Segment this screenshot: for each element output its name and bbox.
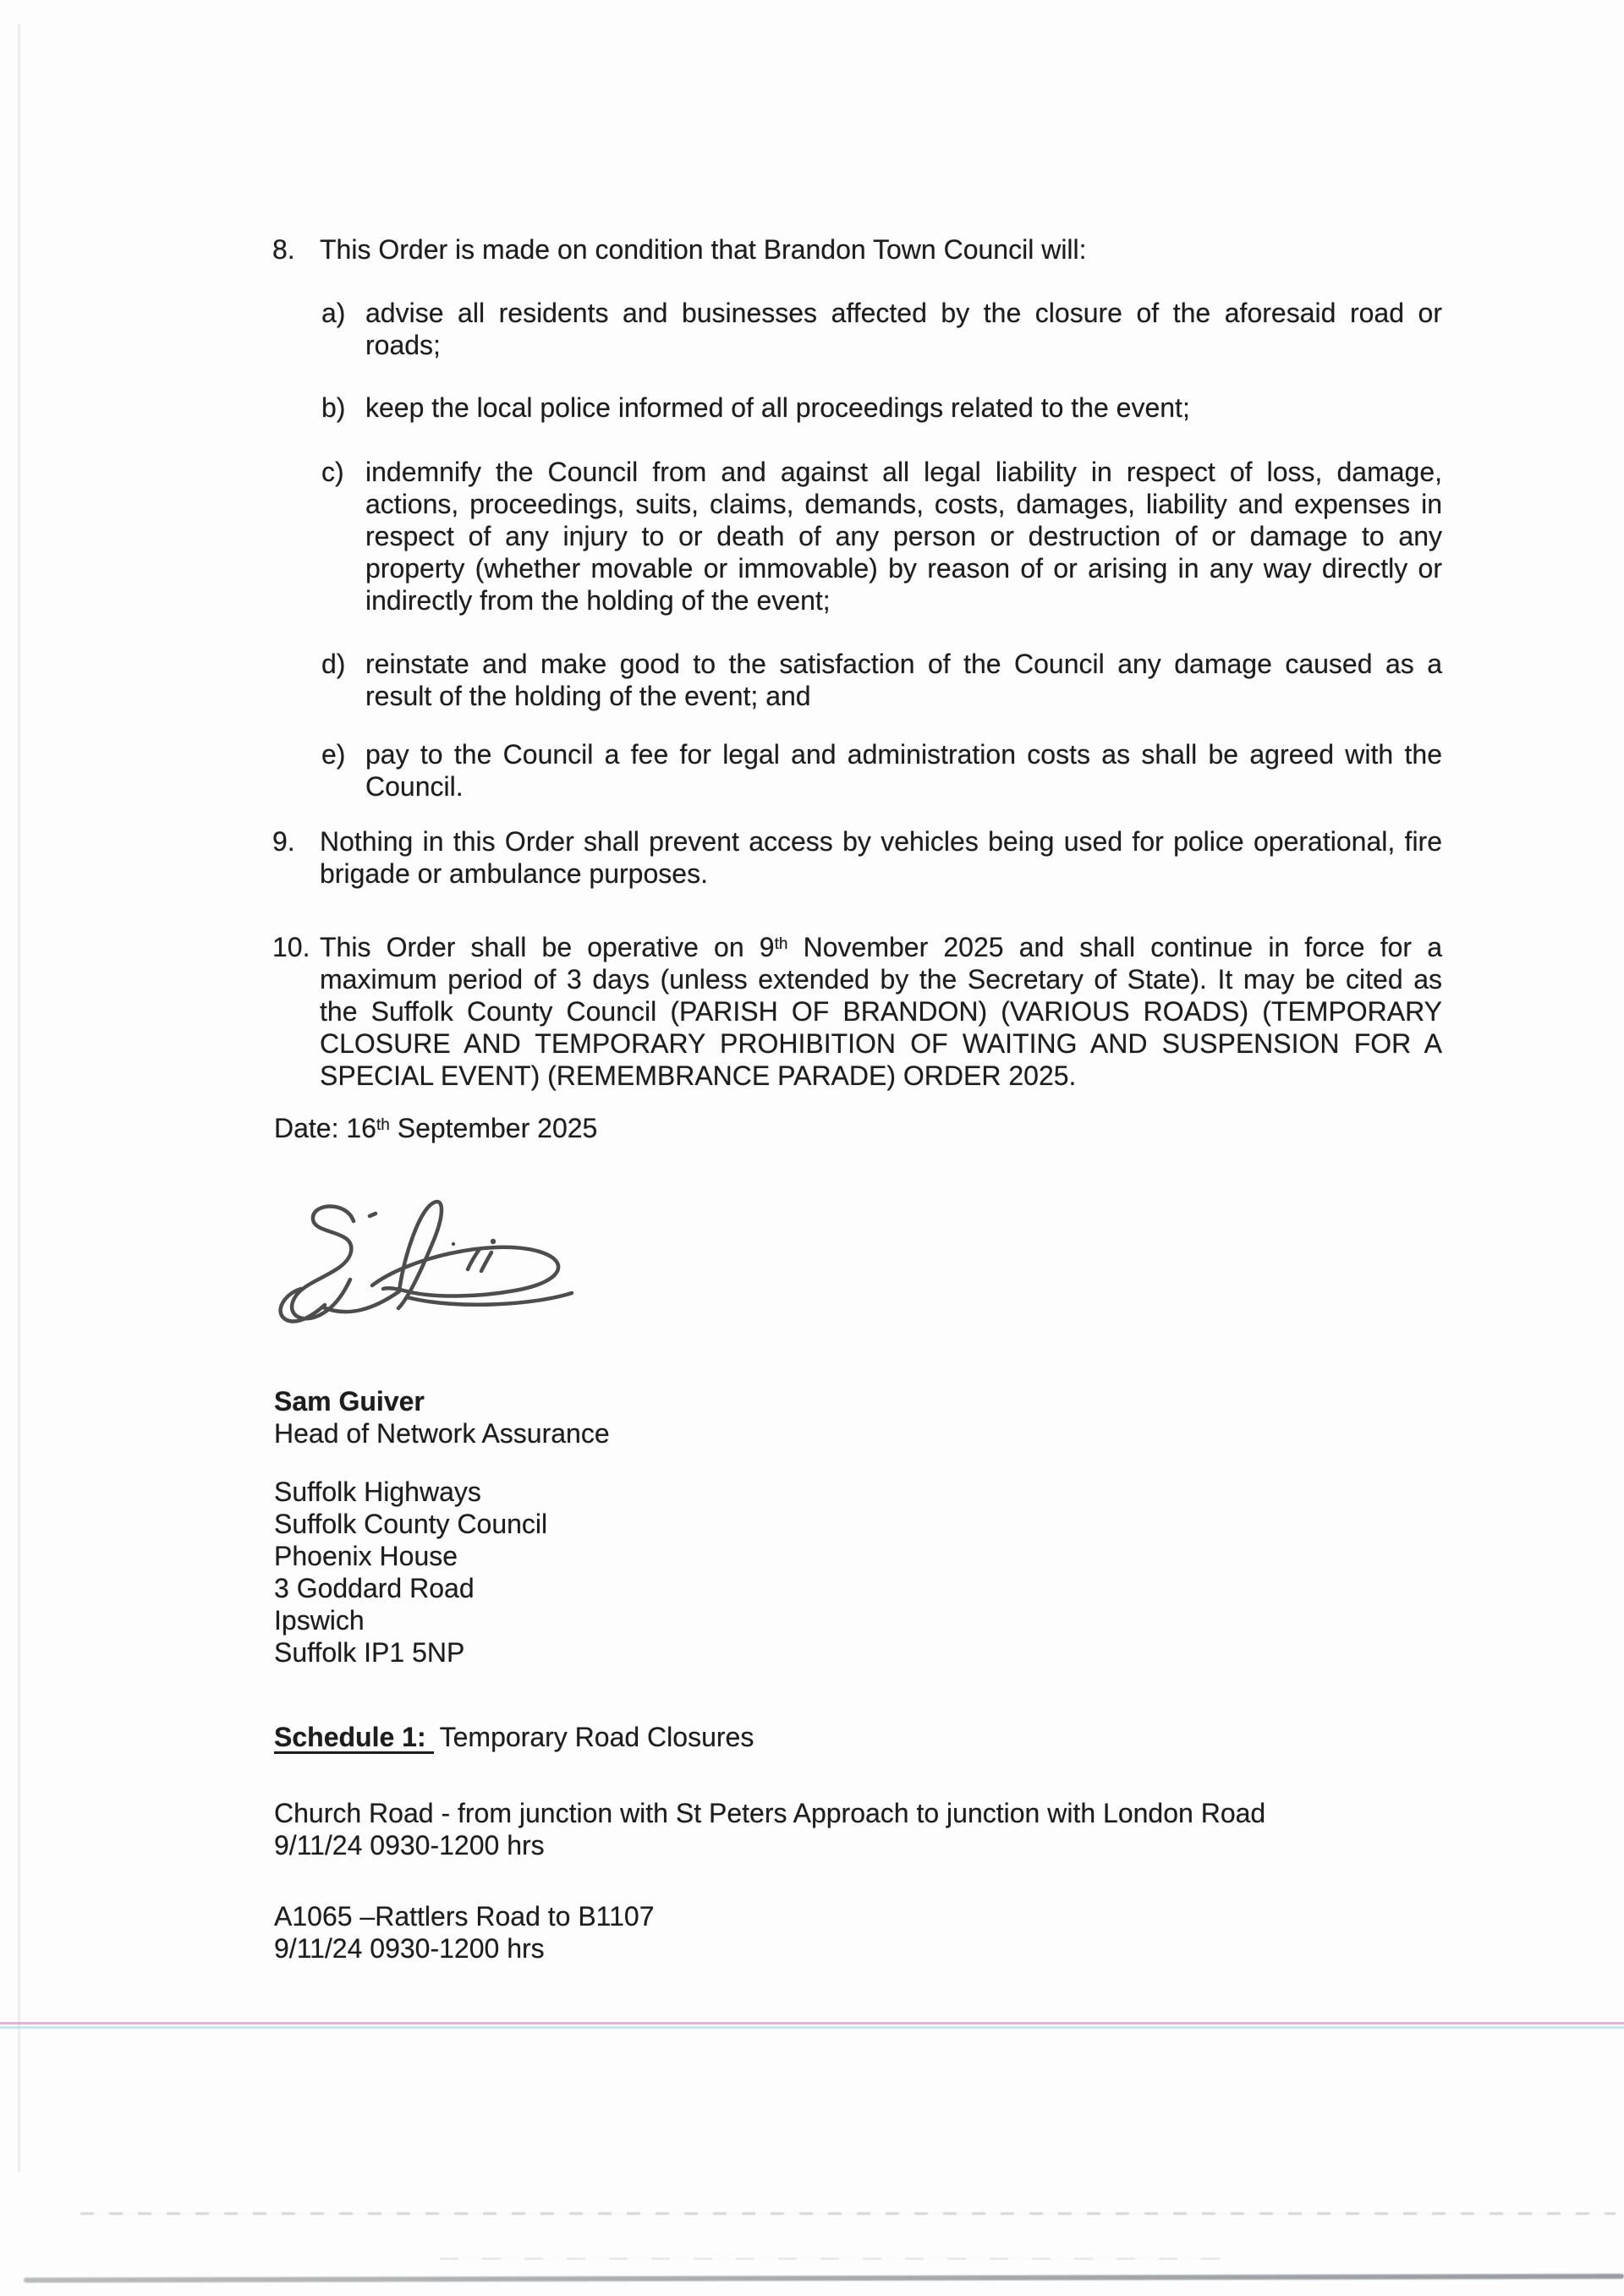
document-text-line: Council. <box>365 771 464 802</box>
scan-artifact-page-edge-shadow <box>24 2274 1624 2283</box>
clause-8e <box>321 738 1442 803</box>
scan-artifact-pink-line <box>0 2022 1624 2025</box>
clause-8a <box>321 297 1442 361</box>
document-text-line: CLOSURE AND TEMPORARY PROHIBITION OF WAITING AND SUSPENSION FOR A <box>320 1028 1442 1059</box>
clause-8c <box>321 456 1442 616</box>
document-text-line: Ipswich <box>274 1605 365 1636</box>
schedule-entry-a1065 <box>274 1900 1458 1964</box>
clause-8c-letter: c) <box>321 457 344 487</box>
clause-10 <box>272 931 1442 1092</box>
document-text-line: indemnify the Council from and against all legal liability in respect of loss, damage, <box>365 457 1442 487</box>
scan-artifact-vertical-line <box>18 24 20 2172</box>
signatory-name: Sam Guiver <box>274 1386 425 1417</box>
clause-8b <box>321 392 1442 424</box>
document-text-line: 3 Goddard Road <box>274 1573 475 1603</box>
document-text-line: Suffolk IP1 5NP <box>274 1637 465 1668</box>
document-text-line: 9/11/24 0930-1200 hrs <box>274 1933 545 1964</box>
clause-8 <box>272 233 1442 266</box>
document-text-line: reinstate and make good to the satisfaction of the Council any damage caused as a <box>365 649 1442 679</box>
schedule-heading <box>274 1721 754 1753</box>
clause-9-number: 9. <box>272 826 295 857</box>
document-text-line: the Suffolk County Council (PARISH OF BRANDON) (VARIOUS ROADS) (TEMPORARY <box>320 996 1442 1027</box>
schedule-heading-rest: Temporary Road Closures <box>439 1722 754 1752</box>
document-text-line: brigade or ambulance purposes. <box>320 858 708 889</box>
clause-8d <box>321 648 1442 712</box>
document-text-line: maximum period of 3 days (unless extended by the Secretary of State). It may be cited as <box>320 964 1442 995</box>
document-text-line: A1065 –Rattlers Road to B1107 <box>274 1901 655 1932</box>
document-text-line: Church Road - from junction with St Peters Approach to junction with London Road <box>274 1798 1266 1828</box>
scan-artifact-smudge-line <box>80 2212 1616 2215</box>
document-text-line: result of the holding of the event; and <box>365 681 811 711</box>
schedule-heading-bold: Schedule 1: <box>274 1721 434 1754</box>
document-text-line: Nothing in this Order shall prevent access by vehicles being used for police operational, fire <box>320 826 1442 857</box>
clause-8-number: 8. <box>272 234 295 265</box>
scan-artifact-cyan-line <box>0 2026 1624 2029</box>
date-line <box>274 1112 1289 1144</box>
signature <box>271 1191 585 1329</box>
document-text-line: Date: 16th September 2025 <box>274 1113 598 1143</box>
document-text-line: keep the local police informed of all proceedings related to the event; <box>365 392 1190 423</box>
clause-10-number: 10. <box>272 932 310 962</box>
clause-8a-letter: a) <box>321 298 346 328</box>
document-text-line: Suffolk County Council <box>274 1509 548 1539</box>
document-text-line: indirectly from the holding of the event; <box>365 585 831 616</box>
document-text-line: roads; <box>365 330 441 360</box>
document-text-line: This Order is made on condition that Brandon Town Council will: <box>320 234 1087 265</box>
document-text-line: actions, proceedings, suits, claims, demands, costs, damages, liability and expenses in <box>365 489 1442 519</box>
clause-8d-letter: d) <box>321 649 346 679</box>
schedule-entry-church-road <box>274 1797 1458 1861</box>
document-text-line: pay to the Council a fee for legal and administration costs as shall be agreed with the <box>365 739 1442 770</box>
clause-9 <box>272 825 1442 890</box>
address-block <box>274 1476 1289 1669</box>
document-text-line: advise all residents and businesses affected by the closure of the aforesaid road or <box>365 298 1442 328</box>
document-text-line: Phoenix House <box>274 1541 458 1571</box>
signatory-title: Head of Network Assurance <box>274 1418 610 1449</box>
clause-8e-letter: e) <box>321 739 346 770</box>
scan-artifact-smudge-line-2 <box>440 2258 1226 2260</box>
document-text-line: 9/11/24 0930-1200 hrs <box>274 1830 545 1860</box>
clause-8b-letter: b) <box>321 392 346 423</box>
document-text-line: SPECIAL EVENT) (REMEMBRANCE PARADE) ORDER 2025. <box>320 1060 1077 1091</box>
document-text-line: This Order shall be operative on 9th November 2025 and shall continue in force for a <box>320 932 1443 962</box>
document-text-line: respect of any injury to or death of any person or destruction of or damage to any <box>365 521 1442 551</box>
document-text-line: Suffolk Highways <box>274 1477 481 1507</box>
document-text-line: property (whether movable or immovable) by reason of or arising in any way directly or <box>365 553 1442 584</box>
